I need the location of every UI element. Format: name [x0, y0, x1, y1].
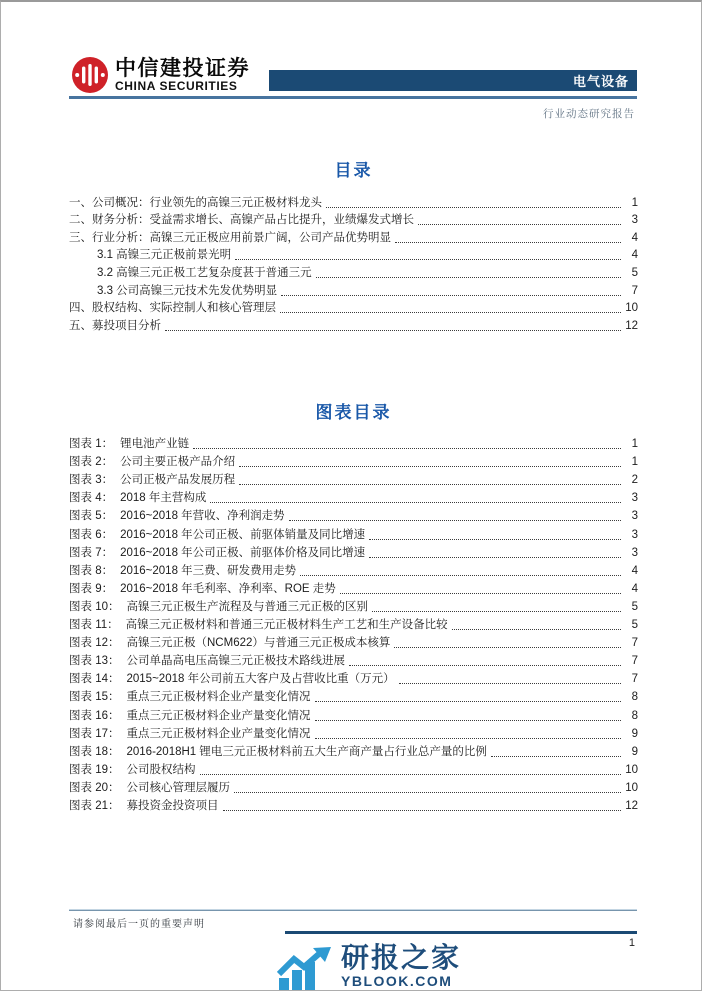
watermark-name-cn: 研报之家 — [341, 942, 462, 973]
figure-entry-title: 重点三元正极材料企业产量变化情况 — [126, 691, 311, 704]
figure-entry[interactable] — [69, 777, 638, 795]
dot-leader — [491, 754, 621, 757]
dot-leader — [200, 772, 622, 775]
figure-entry-page: 3 — [631, 528, 638, 541]
dot-leader — [235, 257, 621, 260]
toc-entry[interactable] — [69, 298, 638, 316]
figure-entry-number: 图表 10： — [69, 600, 120, 613]
figure-entry-number: 图表 19： — [69, 763, 120, 776]
figure-entry-page: 9 — [631, 727, 638, 740]
dot-leader — [418, 222, 621, 225]
figure-entry-page: 12 — [625, 799, 638, 812]
figure-entry-page: 3 — [631, 492, 638, 505]
figure-entry-title: 高镍三元正极（NCM622）与普通三元正极成本核算 — [126, 637, 391, 650]
figure-entry[interactable] — [69, 668, 638, 686]
figure-entry-number: 图表 17： — [69, 727, 120, 740]
figure-entry-page: 8 — [631, 709, 638, 722]
toc-entry-page: 5 — [631, 266, 638, 279]
figure-entry-number: 图表 11： — [69, 619, 119, 632]
figure-entry-number: 图表 7： — [69, 546, 114, 559]
figure-entry[interactable] — [69, 487, 638, 505]
disclaimer-text: 请参阅最后一页的重要声明 — [73, 919, 205, 930]
toc-entry-page: 10 — [625, 302, 638, 315]
toc-entry-label: 四、股权结构、实际控制人和核心管理层 — [69, 302, 276, 315]
figure-entry-page: 4 — [631, 582, 638, 595]
toc-entry-label: 3.2 高镍三元正极工艺复杂度甚于普通三元 — [97, 266, 312, 279]
watermark-logo — [277, 943, 461, 991]
figure-entry[interactable] — [69, 523, 638, 541]
figure-entry-page: 8 — [631, 691, 638, 704]
figure-entry-page: 3 — [631, 546, 638, 559]
figure-entry[interactable] — [69, 469, 638, 487]
dot-leader — [399, 681, 621, 684]
dot-leader — [394, 645, 621, 648]
figure-entry-page: 10 — [625, 763, 638, 776]
watermark-name-en: YBLOOK.COM — [341, 973, 453, 989]
figure-entry[interactable] — [69, 542, 638, 560]
figure-entry-number: 图表 8： — [69, 564, 114, 577]
brand-name-en: CHINA SECURITIES — [115, 79, 238, 93]
toc-entry-page: 1 — [631, 196, 638, 209]
toc-entry-page: 3 — [631, 214, 638, 227]
figure-entry-title: 锂电池产业链 — [120, 438, 190, 451]
toc-entry[interactable] — [69, 210, 638, 228]
figure-entry-number: 图表 20： — [69, 781, 120, 794]
toc-entry-page: 4 — [631, 249, 638, 262]
toc-list — [69, 192, 638, 333]
figure-entry[interactable] — [69, 505, 638, 523]
figure-entry-number: 图表 3： — [69, 474, 114, 487]
figure-entry-number: 图表 5： — [69, 510, 114, 523]
figure-entry-title: 募投资金投资项目 — [126, 799, 219, 812]
toc-section — [69, 156, 638, 333]
figure-entry[interactable] — [69, 578, 638, 596]
figure-entry-title: 高镍三元正极材料和普通三元正极材料生产工艺和生产设备比较 — [125, 619, 448, 632]
figure-entry-number: 图表 16： — [69, 709, 120, 722]
figure-entry-title: 公司单晶高电压高镍三元正极技术路线进展 — [126, 655, 345, 668]
dot-leader — [193, 446, 621, 449]
figure-entry-page: 4 — [631, 564, 638, 577]
toc-entry-label: 三、行业分析：高镍三元正极应用前景广阔，公司产品优势明显 — [69, 231, 391, 244]
dot-leader — [239, 482, 621, 485]
dot-leader — [239, 464, 621, 467]
toc-entry-page: 4 — [631, 231, 638, 244]
figure-entry[interactable] — [69, 650, 638, 668]
figure-entry-page: 7 — [631, 655, 638, 668]
dot-leader — [340, 591, 621, 594]
dot-leader — [300, 573, 621, 576]
dot-leader — [234, 790, 621, 793]
dot-leader — [369, 555, 621, 558]
dot-leader — [372, 609, 621, 612]
dot-leader — [315, 718, 622, 721]
figure-entry-number: 图表 4： — [69, 492, 114, 505]
figure-entry[interactable] — [69, 686, 638, 704]
toc-entry[interactable] — [69, 262, 638, 280]
figure-entry-page: 5 — [631, 619, 638, 632]
figures-list — [69, 433, 638, 813]
figure-entry[interactable] — [69, 632, 638, 650]
figure-entry-page: 1 — [631, 438, 638, 451]
figures-section — [69, 398, 638, 813]
dot-leader — [289, 518, 621, 521]
toc-entry[interactable] — [69, 315, 638, 333]
figure-entry-page: 5 — [631, 600, 638, 613]
page-number: 1 — [628, 937, 635, 949]
figure-entry-title: 重点三元正极材料企业产量变化情况 — [126, 709, 311, 722]
toc-entry[interactable] — [69, 245, 638, 263]
figure-entry-title: 重点三元正极材料企业产量变化情况 — [126, 727, 311, 740]
figure-entry[interactable] — [69, 596, 638, 614]
sector-label: 电气设备 — [572, 74, 629, 89]
figure-entry-number: 图表 13： — [69, 655, 120, 668]
figures-title: 图表目录 — [315, 403, 392, 422]
brand-name-cn: 中信建投证券 — [115, 57, 250, 80]
figure-entry-title: 公司核心管理层履历 — [126, 781, 230, 794]
figure-entry-title: 2016~2018 年毛利率、净利率、ROE 走势 — [120, 582, 336, 595]
toc-entry[interactable] — [69, 227, 638, 245]
figure-entry-number: 图表 2： — [69, 456, 114, 469]
figure-entry-number: 图表 9： — [69, 582, 114, 595]
dot-leader — [315, 699, 622, 702]
toc-entry[interactable] — [69, 192, 638, 210]
figure-entry-page: 7 — [631, 673, 638, 686]
figure-entry-page: 2 — [631, 474, 638, 487]
figure-entry[interactable] — [69, 614, 638, 632]
figure-entry-title: 高镍三元正极生产流程及与普通三元正极的区别 — [126, 600, 368, 613]
figure-entry-number: 图表 6： — [69, 528, 114, 541]
dot-leader — [165, 328, 621, 331]
figure-entry[interactable] — [69, 451, 638, 469]
figure-entry-title: 2016-2018H1 锂电三元正极材料前五大生产商产量占行业总产量的比例 — [126, 745, 487, 758]
figure-entry[interactable] — [69, 741, 638, 759]
figure-entry-number: 图表 1： — [69, 438, 114, 451]
figure-entry-title: 公司正极产品发展历程 — [120, 474, 236, 487]
report-type-label: 行业动态研究报告 — [543, 108, 635, 120]
figure-entry[interactable] — [69, 759, 638, 777]
footer-divider-thin — [69, 909, 637, 911]
dot-leader — [210, 500, 621, 503]
dot-leader — [281, 293, 621, 296]
chart-growth-icon — [277, 947, 333, 991]
figure-entry-number: 图表 14： — [69, 673, 120, 686]
figure-entry-page: 10 — [625, 781, 638, 794]
figure-entry-title: 2018 年主营构成 — [120, 492, 207, 505]
toc-entry-label: 3.3 公司高镍三元技术先发优势明显 — [97, 284, 278, 297]
figure-entry-number: 图表 15： — [69, 691, 120, 704]
toc-entry-label: 二、财务分析：受益需求增长、高镍产品占比提升，业绩爆发式增长 — [69, 214, 414, 227]
toc-title: 目录 — [334, 161, 373, 180]
figure-entry-title: 公司股权结构 — [126, 763, 196, 776]
dot-leader — [280, 310, 621, 313]
toc-entry[interactable] — [69, 280, 638, 298]
dot-leader — [316, 275, 621, 278]
figure-entry-page: 3 — [631, 510, 638, 523]
figure-entry-number: 图表 21： — [69, 799, 120, 812]
dot-leader — [223, 808, 622, 811]
figure-entry[interactable] — [69, 795, 638, 813]
figure-entry-page: 9 — [631, 745, 638, 758]
figure-entry-title: 2016~2018 年公司正极、前驱体销量及同比增速 — [120, 528, 366, 541]
figure-entry[interactable] — [69, 433, 638, 451]
dot-leader — [315, 736, 622, 739]
figure-entry[interactable] — [69, 704, 638, 722]
dot-leader — [369, 537, 621, 540]
figure-entry-page: 1 — [631, 456, 638, 469]
brand-logo — [71, 56, 250, 94]
figure-entry[interactable] — [69, 560, 638, 578]
figure-entry-title: 公司主要正极产品介绍 — [120, 456, 236, 469]
citic-logo-icon — [71, 56, 109, 94]
figure-entry-title: 2016~2018 年公司正极、前驱体价格及同比增速 — [120, 546, 366, 559]
dot-leader — [452, 627, 621, 630]
figure-entry-number: 图表 12： — [69, 637, 120, 650]
dot-leader — [395, 240, 621, 243]
figure-entry-title: 2016~2018 年三费、研发费用走势 — [120, 564, 297, 577]
toc-entry-label: 3.1 高镍三元正极前景光明 — [97, 249, 232, 262]
figure-entry-page: 7 — [631, 637, 638, 650]
toc-entry-label: 一、公司概况：行业领先的高镍三元正极材料龙头 — [69, 196, 322, 209]
figure-entry[interactable] — [69, 723, 638, 741]
dot-leader — [326, 205, 621, 208]
toc-entry-label: 五、募投项目分析 — [69, 319, 161, 332]
figure-entry-number: 图表 18： — [69, 745, 120, 758]
header-divider — [69, 96, 637, 99]
dot-leader — [349, 663, 621, 666]
footer-divider-thick — [285, 931, 637, 934]
figure-entry-title: 2016~2018 年营收、净利润走势 — [120, 510, 285, 523]
toc-entry-page: 12 — [625, 319, 638, 332]
toc-entry-page: 7 — [631, 284, 638, 297]
sector-banner — [269, 70, 637, 91]
figure-entry-title: 2015~2018 年公司前五大客户及占营收比重（万元） — [126, 673, 395, 686]
